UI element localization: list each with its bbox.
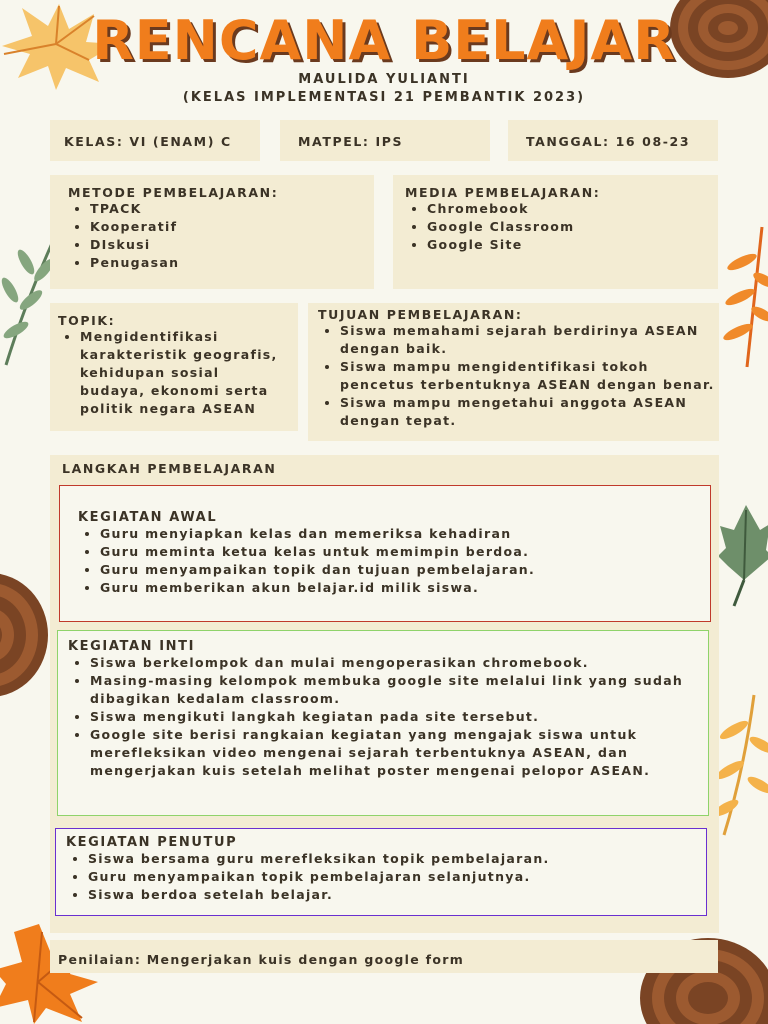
list-item: • Guru menyampaikan topik pembelajaran selanjutnya.	[88, 868, 706, 886]
list-item: • Siswa mampu mengidentifikasi tokoh pencetus terbentuknya ASEAN dengan benar.	[340, 358, 715, 394]
list-item: • Siswa bersama guru merefleksikan topik pembelajaran.	[88, 850, 706, 868]
program-name: (KELAS IMPLEMENTASI 21 PEMBANTIK 2023)	[182, 90, 586, 105]
author-name: MAULIDA YULIANTI	[298, 72, 470, 87]
tanggal-label: TANGGAL: 16 08-23	[526, 134, 691, 149]
info-kelas	[50, 120, 260, 161]
kegiatan-awal-list	[78, 525, 710, 597]
list-item: • Penugasan	[90, 254, 374, 272]
penilaian-card	[50, 940, 718, 973]
list-item: • Siswa berkelompok dan mulai mengoperasikan chromebook.	[90, 654, 700, 672]
tujuan-heading: TUJUAN PEMBELAJARAN:	[318, 307, 523, 322]
metode-list	[68, 200, 374, 272]
kegiatan-inti-heading: KEGIATAN INTI	[68, 639, 196, 654]
list-item: • Guru memberikan akun belajar.id milik siswa.	[100, 579, 710, 597]
penilaian-text: Penilaian: Mengerjakan kuis dengan google form	[58, 952, 465, 967]
list-item: • Siswa berdoa setelah belajar.	[88, 886, 706, 904]
media-card	[393, 175, 718, 289]
tujuan-list	[318, 322, 715, 430]
kegiatan-inti-box	[57, 630, 709, 816]
list-item: • Siswa mengikuti langkah kegiatan pada site tersebut.	[90, 708, 700, 726]
media-list	[405, 200, 718, 254]
list-item: • Chromebook	[427, 200, 718, 218]
metode-card	[50, 175, 374, 289]
list-item: • Guru menyampaikan topik dan tujuan pembelajaran.	[100, 561, 710, 579]
media-heading: MEDIA PEMBELAJARAN:	[405, 185, 601, 200]
list-item: • Masing-masing kelompok membuka google site melalui link yang sudah dibagikan kedalam classroom.	[90, 672, 700, 708]
kegiatan-awal-heading: KEGIATAN AWAL	[78, 510, 218, 525]
tree-ring-icon	[0, 570, 50, 700]
kegiatan-awal-box	[59, 485, 711, 622]
green-leaf-icon	[716, 500, 768, 610]
list-item: • Google Classroom	[427, 218, 718, 236]
topik-list	[58, 328, 290, 418]
kegiatan-penutup-box	[55, 828, 707, 916]
list-item: • Siswa mampu mengetahui anggota ASEAN dengan tepat.	[340, 394, 715, 430]
list-item: • Guru menyiapkan kelas dan memeriksa kehadiran	[100, 525, 710, 543]
list-item: • Mengidentifikasi karakteristik geografis, kehidupan sosial budaya, ekonomi serta politik negara ASEAN	[80, 328, 290, 418]
yellow-fern-icon	[714, 690, 768, 840]
tujuan-card	[308, 303, 719, 441]
info-tanggal	[508, 120, 718, 161]
page-title: RENCANA BELAJAR	[92, 9, 676, 72]
maple-leaf-icon	[0, 922, 104, 1024]
topik-card	[50, 303, 298, 431]
list-item: • Kooperatif	[90, 218, 374, 236]
matpel-label: MATPEL: IPS	[298, 134, 404, 149]
list-item: • Guru meminta ketua kelas untuk memimpin berdoa.	[100, 543, 710, 561]
orange-fern-icon	[722, 222, 768, 372]
kelas-label: KELAS: VI (ENAM) C	[64, 134, 232, 149]
list-item: • Google site berisi rangkaian kegiatan yang mengajak siswa untuk merefleksikan video mengenai sejarah terbentuknya ASEAN, dan mengerjakan kuis setelah melihat poster mengenai pelopor ASEAN.	[90, 726, 700, 780]
info-matpel	[280, 120, 490, 161]
kegiatan-inti-list	[68, 654, 700, 780]
langkah-heading: LANGKAH PEMBELAJARAN	[62, 461, 277, 476]
list-item: • Google Site	[427, 236, 718, 254]
list-item: • Siswa memahami sejarah berdirinya ASEAN dengan baik.	[340, 322, 715, 358]
topik-heading: TOPIK:	[58, 313, 116, 328]
kegiatan-penutup-heading: KEGIATAN PENUTUP	[66, 835, 238, 850]
list-item: • TPACK	[90, 200, 374, 218]
list-item: • DIskusi	[90, 236, 374, 254]
metode-heading: METODE PEMBELAJARAN:	[68, 185, 279, 200]
kegiatan-penutup-list	[66, 850, 706, 904]
